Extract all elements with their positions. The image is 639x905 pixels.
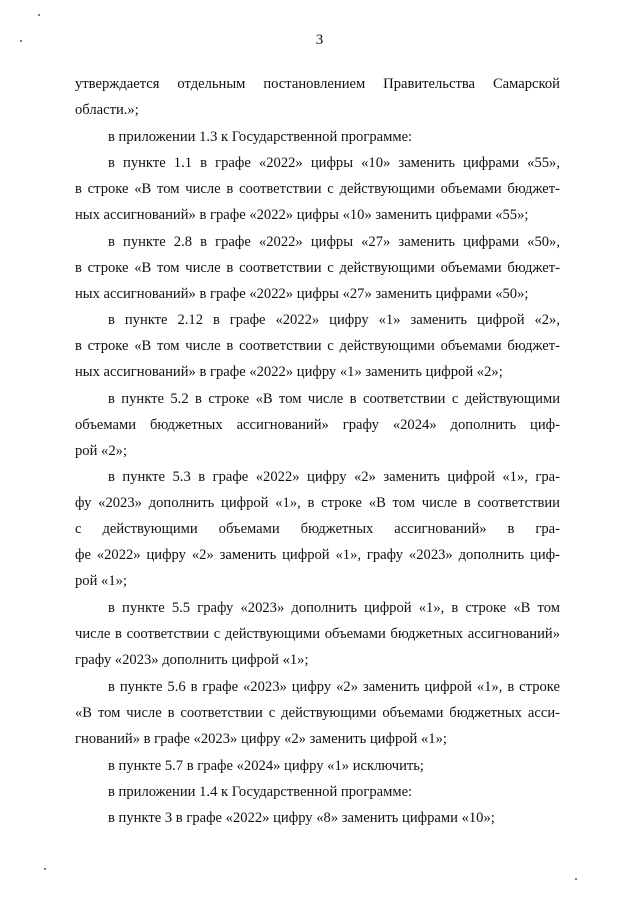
- text-line: в приложении 1.3 к Государственной программе:: [108, 129, 413, 145]
- text-line: в пункте 5.5 графу «2023» дополнить цифрой «1», в строке «В том: [108, 600, 560, 616]
- text-line: рой «1»;: [75, 573, 127, 589]
- text-line: в приложении 1.4 к Государственной программе:: [108, 784, 413, 800]
- text-line: в пункте 1.1 в графе «2022» цифры «10» заменить цифрами «55»,: [108, 155, 560, 171]
- text-line: утверждается отдельным постановлением Правительства Самарской: [75, 76, 560, 92]
- text-line: области.»;: [75, 102, 139, 118]
- text-line: числе в соответствии с действующими объемами бюджетных ассигнований»: [75, 626, 560, 642]
- text-line: в пункте 3 в графе «2022» цифру «8» заменить цифрами «10»;: [108, 810, 495, 826]
- text-line: в пункте 5.6 в графе «2023» цифру «2» заменить цифрой «1», в строке: [108, 679, 560, 695]
- text-line: фу «2023» дополнить цифрой «1», в строке «В том числе в соответствии: [75, 495, 560, 511]
- text-line: ных ассигнований» в графе «2022» цифру «1» заменить цифрой «2»;: [75, 364, 503, 380]
- text-line: в строке «В том числе в соответствии с действующими объемами бюджет-: [75, 181, 560, 197]
- text-line: в строке «В том числе в соответствии с действующими объемами бюджет-: [75, 338, 560, 354]
- text-line: ных ассигнований» в графе «2022» цифры «27» заменить цифрами «50»;: [75, 286, 529, 302]
- text-line: в пункте 5.2 в строке «В том числе в соответствии с действующими: [108, 391, 560, 407]
- scan-speck: [44, 868, 46, 870]
- scan-speck: [575, 878, 577, 880]
- text-line: в пункте 2.8 в графе «2022» цифры «27» заменить цифрами «50»,: [108, 234, 560, 250]
- text-line: в пункте 5.3 в графе «2022» цифру «2» заменить цифрой «1», гра-: [108, 469, 560, 485]
- text-line: в строке «В том числе в соответствии с действующими объемами бюджет-: [75, 260, 560, 276]
- text-line: «В том числе в соответствии с действующими объемами бюджетных асси-: [75, 705, 560, 721]
- text-line: гнований» в графе «2023» цифру «2» заменить цифрой «1»;: [75, 731, 447, 747]
- text-line: ных ассигнований» в графе «2022» цифры «10» заменить цифрами «55»;: [75, 207, 529, 223]
- text-line: с действующими объемами бюджетных ассигнований» в гра-: [75, 521, 560, 537]
- scan-speck: [38, 14, 40, 16]
- text-line: рой «2»;: [75, 443, 127, 459]
- scan-speck: [20, 40, 22, 42]
- page-number: 3: [315, 32, 324, 48]
- text-line: графу «2023» дополнить цифрой «1»;: [75, 652, 309, 668]
- text-line: в пункте 2.12 в графе «2022» цифру «1» заменить цифрой «2»,: [108, 312, 560, 328]
- text-line: в пункте 5.7 в графе «2024» цифру «1» исключить;: [108, 758, 424, 774]
- text-line: фе «2022» цифру «2» заменить цифрой «1», графу «2023» дополнить циф-: [75, 547, 560, 563]
- text-line: объемами бюджетных ассигнований» графу «2024» дополнить циф-: [75, 417, 560, 433]
